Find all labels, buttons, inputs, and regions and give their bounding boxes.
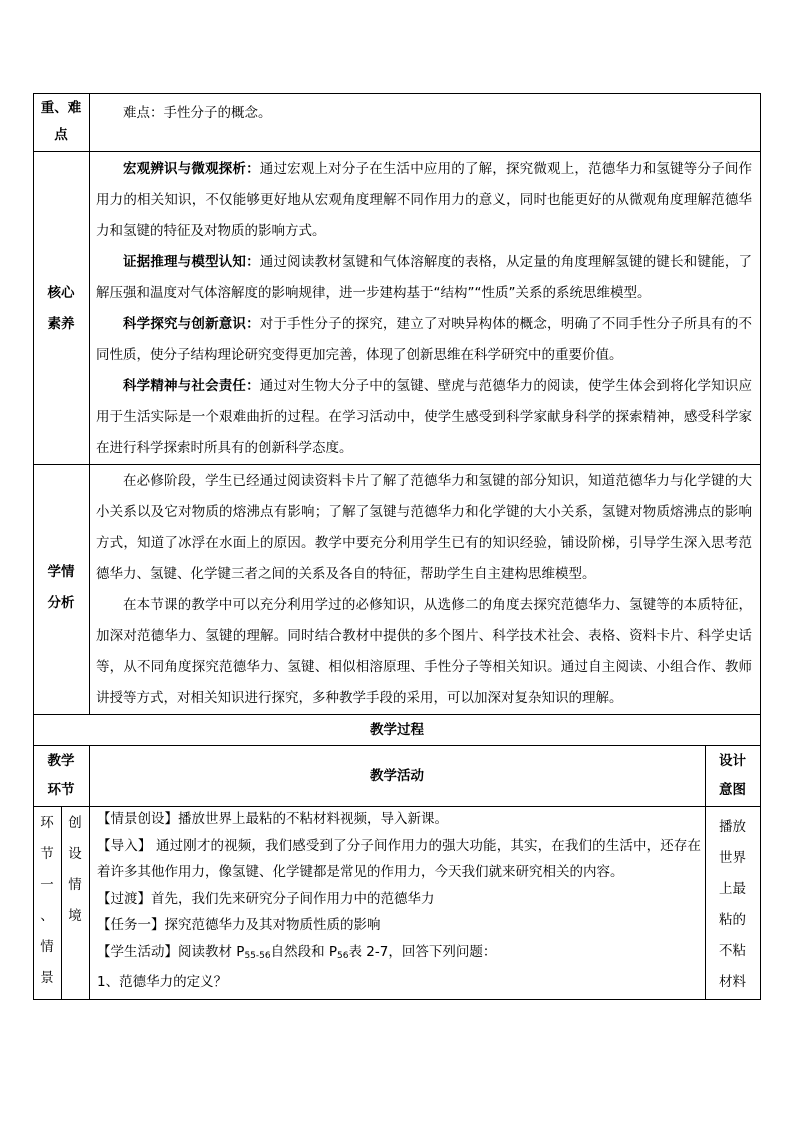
- activity-question: 1、范德华力的定义？: [97, 974, 228, 990]
- key-points-label: 重、难 点: [40, 100, 82, 143]
- stage-name-vertical: 环 节 一 、 情 景: [40, 815, 54, 986]
- teaching-activity-content: [97, 806, 701, 996]
- row-divider: [33, 745, 761, 746]
- core-item: 科学探究与创新意识：对于手性分子的探究，建立了对映异构体的概念，明确了不同手性分子所具有的不同性质，使分子结构理论研究变得更加完善，体现了创新思维在科学研究中的重要价值。: [96, 316, 753, 363]
- activity-line: 【情景创设】播放世界上最粘的不粘材料视频，导入新课。: [97, 811, 448, 827]
- activity-line: 【学生活动】阅读教材 $P_{55-56}$自然段和 $P_{56}$表 2-7，回答下列问题：: [97, 943, 497, 961]
- learner-analysis-content: [96, 466, 752, 714]
- row-divider: [33, 151, 761, 152]
- analysis-paragraph: 在必修阶段，学生已经通过阅读资料卡片了解了范德华力和氢键的部分知识，知道范德华力与化学键的大小关系以及它对物质的熔沸点有影响；了解了氢键与范德华力和化学键的大小关系，氢键对物质熔沸点的影响方式，知道了冰浮在水面上的原因。教学中要充分利用学生已有的知识经验，铺设阶梯，引导学生深入思考范德华力、氢键、化学键三者之间的关系及各自的特征，帮助学生自主建构思维模型。: [96, 473, 752, 582]
- table-border-bottom: [33, 999, 761, 1000]
- design-intent-header: 设计 意图: [719, 753, 746, 798]
- activity-line: 【任务一】探究范德华力及其对物质性质的影响: [97, 917, 381, 933]
- stage-subtitle-vertical: 创 设 情 境: [68, 815, 82, 924]
- analysis-paragraph: 在本节课的教学中可以充分利用学过的必修知识，从选修二的角度去探究范德华力、氢键等的本质特征，加深对范德华力、氢键的理解。同时结合教材中提供的多个图片、科学技术社会、表格、资料卡片、科学史话等，从不同角度探究范德华力、氢键、相似相溶原理、手性分子等相关知识。通过自主阅读、小组合作、教师讲授等方式，对相关知识进行探究，多种教学手段的采用，可以加深对复杂知识的理解。: [96, 597, 752, 706]
- learner-analysis-label: 学情 分析: [47, 564, 75, 611]
- core-item: 证据推理与模型认知：通过阅读教材氢键和气体溶解度的表格，从定量的角度理解氢键的键长和键能，了解压强和温度对气体溶解度的影响规律，进一步建构基于“结构”“性质”关系的系统思维模型。: [96, 254, 753, 301]
- design-intent-content: 播放 世界 上最 粘的 不粘 材料: [719, 819, 746, 990]
- core-literacy-content: [96, 154, 752, 464]
- teaching-stage-header: 教学 环节: [47, 753, 75, 798]
- activity-line: 【导入】 通过刚才的视频，我们感受到了分子间作用力的强大功能，其实，在我们的生活中，还存在着许多其他作用力，像氢键、化学键都是常见的作用力，今天我们就来研究相关的内容。: [97, 837, 702, 880]
- activity-line: 【过渡】首先，我们先来研究分子间作用力中的范德华力: [97, 890, 435, 907]
- core-item: 科学精神与社会责任：通过对生物大分子中的氢键、壁虎与范德华力的阅读，使学生体会到将化学知识应用于生活实际是一个艰难曲折的过程。在学习活动中，使学生感受到科学家献身科学的探索精神，感受科学家在进行科学探索时所具有的创新科学态度。: [96, 378, 753, 456]
- core-literacy-label: 核心 素养: [47, 285, 75, 332]
- row-divider: [33, 714, 761, 715]
- difficult-point-text: 难点：手性分子的概念。: [123, 105, 272, 121]
- teaching-process-title: 教学过程: [370, 722, 424, 738]
- table-border-left: [33, 93, 34, 1000]
- teaching-activity-header: 教学活动: [370, 768, 424, 784]
- core-item: 宏观辨识与微观探析：通过宏观上对分子在生活中应用的了解，探究微观上，范德华力和氢键等分子间作用力的相关知识，不仅能够更好地从宏观角度理解不同作用力的意义，同时也能更好的从微观角度理解范德华力和氢键的特征及对物质的影响方式。: [96, 161, 753, 239]
- table-border-top: [33, 93, 761, 94]
- label-column-divider: [89, 93, 90, 715]
- table-border-right: [760, 93, 761, 1000]
- stage-subcolumn-divider: [61, 806, 62, 1000]
- row-divider: [33, 464, 761, 465]
